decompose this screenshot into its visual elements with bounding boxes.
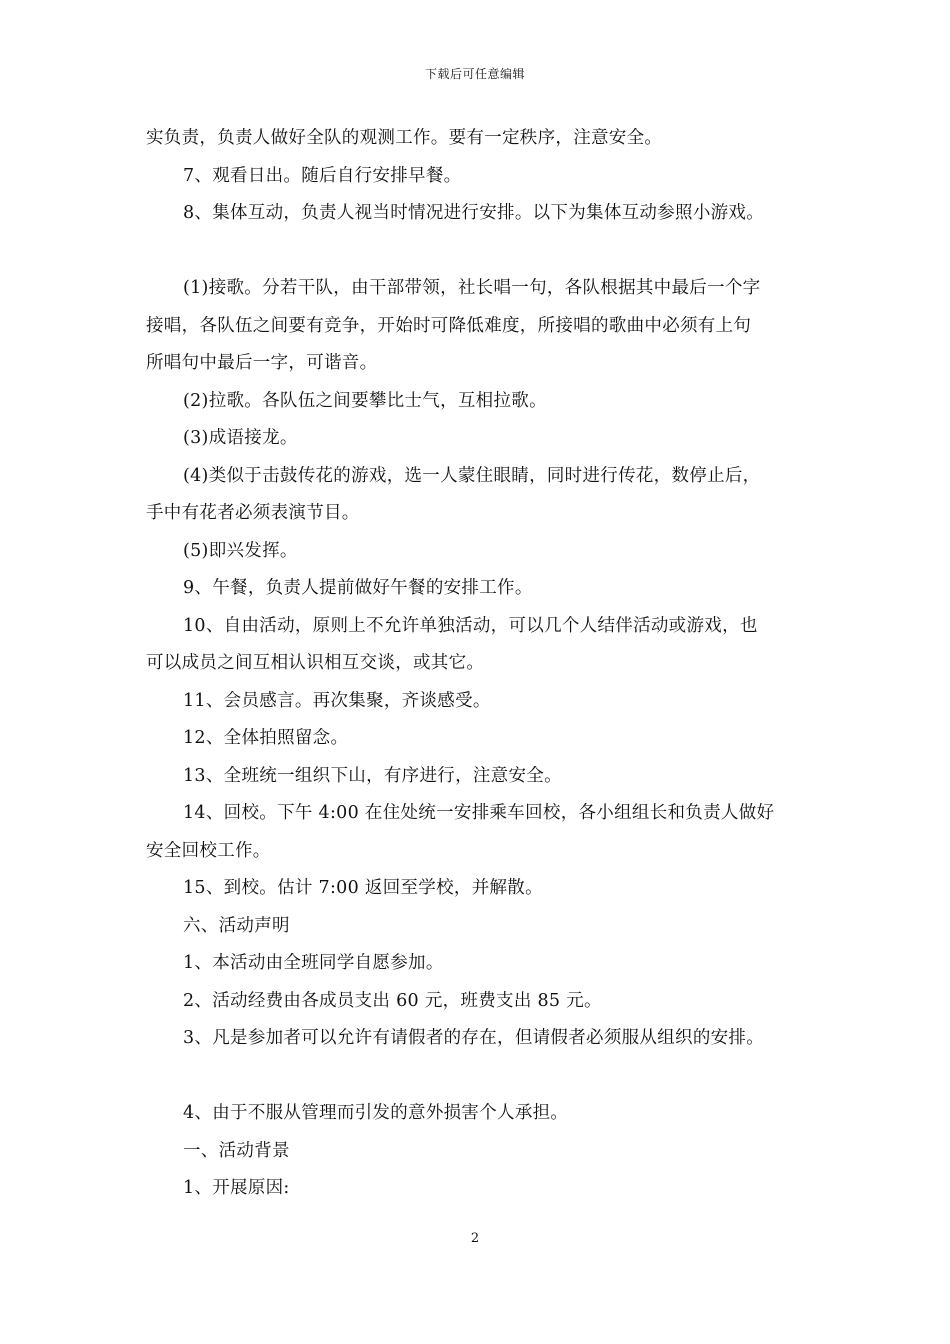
blank-line bbox=[146, 233, 811, 271]
blank-line bbox=[146, 1058, 811, 1096]
text-line: 1、本活动由全班同学自愿参加。 bbox=[183, 953, 444, 973]
text-line: 安全回校工作。 bbox=[146, 840, 271, 861]
text-line: 12、全体拍照留念。 bbox=[183, 728, 349, 748]
text-line: 4、由于不服从管理而引发的意外损害个人承担。 bbox=[183, 1103, 569, 1123]
text-line: 六、活动声明 bbox=[183, 915, 290, 936]
text-line: (2)拉歌。各队伍之间要攀比士气，互相拉歌。 bbox=[183, 390, 547, 411]
page-number: 2 bbox=[470, 1231, 480, 1246]
text-line: 1、开展原因: bbox=[183, 1178, 290, 1198]
text-line: 8、集体互动，负责人视当时情况进行安排。以下为集体互动参照小游戏。 bbox=[183, 203, 765, 223]
text-line: 15、到校。估计 7:00 返回至学校，并解散。 bbox=[183, 878, 543, 898]
text-line: 接唱，各队伍之间要有竞争，开始时可降低难度，所接唱的歌曲中必须有上句 bbox=[146, 315, 752, 336]
document-body bbox=[146, 120, 811, 1208]
text-line: 2、活动经费由各成员支出 60 元，班费支出 85 元。 bbox=[183, 990, 602, 1011]
page-header: 下载后可任意编辑 bbox=[424, 67, 525, 81]
text-line: (5)即兴发挥。 bbox=[183, 540, 298, 561]
text-line: (1)接歌。分若干队，由干部带领，社长唱一句，各队根据其中最后一个字 bbox=[183, 278, 761, 298]
text-line: (4)类似于击鼓传花的游戏，选一人蒙住眼睛，同时进行传花，数停止后， bbox=[183, 465, 761, 486]
text-line: 所唱句中最后一字，可谐音。 bbox=[146, 353, 378, 373]
text-line: 9、午餐，负责人提前做好午餐的安排工作。 bbox=[183, 578, 533, 598]
text-line: 一、活动背景 bbox=[183, 1140, 290, 1161]
text-line: 7、观看日出。随后自行安排早餐。 bbox=[183, 165, 462, 186]
text-line: 11、会员感言。再次集聚，齐谈感受。 bbox=[183, 690, 491, 711]
text-line: 13、全班统一组织下山，有序进行，注意安全。 bbox=[183, 765, 562, 786]
text-line: 实负责，负责人做好全队的观测工作。要有一定秩序，注意安全。 bbox=[146, 128, 663, 148]
text-line: 手中有花者必须表演节目。 bbox=[146, 503, 360, 523]
text-line: 可以成员之间互相认识相互交谈，或其它。 bbox=[146, 653, 485, 673]
text-line: (3)成语接龙。 bbox=[183, 428, 298, 448]
text-line: 14、回校。下午 4:00 在住处统一安排乘车回校，各小组组长和负责人做好 bbox=[183, 803, 775, 823]
text-line: 3、凡是参加者可以允许有请假者的存在，但请假者必须服从组织的安排。 bbox=[183, 1028, 765, 1048]
text-line: 10、自由活动，原则上不允许单独活动，可以几个人结伴活动或游戏，也 bbox=[183, 615, 758, 636]
